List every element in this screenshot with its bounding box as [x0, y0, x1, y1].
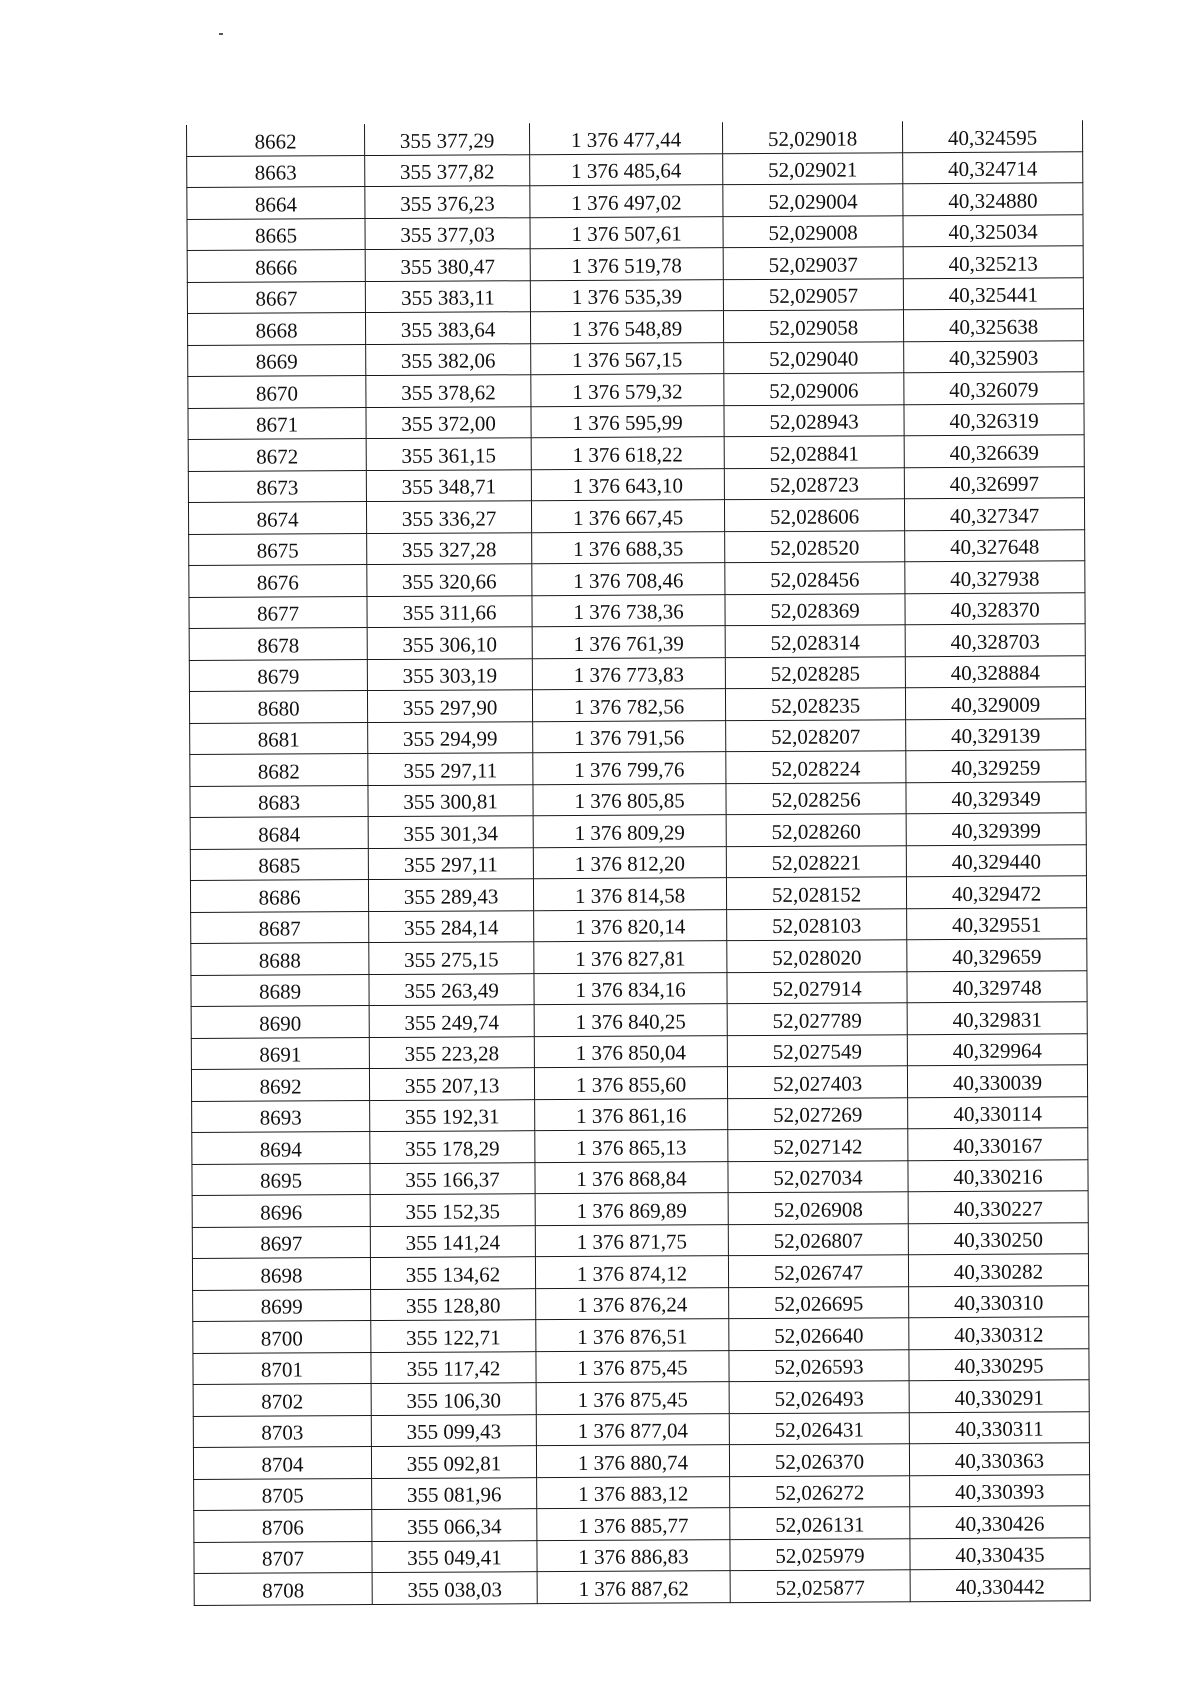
x-coordinate-cell: 355 336,27 [366, 501, 531, 533]
table-row [189, 655, 1085, 691]
longitude-cell: 40,329009 [905, 687, 1085, 719]
table-row [194, 1474, 1090, 1510]
x-coordinate-cell: 355 294,99 [368, 721, 533, 753]
point-number-cell: 8682 [190, 754, 368, 786]
latitude-cell: 52,028221 [726, 845, 906, 877]
table-row [194, 1537, 1090, 1573]
table-row [190, 718, 1086, 754]
y-coordinate-cell: 1 376 667,45 [531, 500, 724, 533]
longitude-cell: 40,325213 [903, 246, 1083, 278]
table-row [191, 939, 1087, 975]
longitude-cell: 40,330393 [910, 1474, 1090, 1506]
table-row [189, 592, 1085, 628]
longitude-cell: 40,330282 [908, 1254, 1088, 1286]
x-coordinate-cell: 355 380,47 [365, 249, 530, 281]
latitude-cell: 52,028256 [726, 782, 906, 814]
latitude-cell: 52,025979 [730, 1538, 910, 1570]
latitude-cell: 52,029021 [723, 152, 903, 184]
longitude-cell: 40,326639 [904, 435, 1084, 467]
y-coordinate-cell: 1 376 874,12 [535, 1256, 728, 1289]
point-number-cell: 8707 [194, 1541, 372, 1573]
table-row [187, 151, 1083, 187]
table-row [187, 246, 1083, 282]
y-coordinate-cell: 1 376 855,60 [534, 1067, 727, 1100]
latitude-cell: 52,028314 [725, 625, 905, 657]
latitude-cell: 52,029040 [724, 341, 904, 373]
point-number-cell: 8667 [187, 281, 365, 313]
longitude-cell: 40,327648 [905, 529, 1085, 561]
point-number-cell: 8687 [191, 911, 369, 943]
y-coordinate-cell: 1 376 876,24 [536, 1287, 729, 1320]
longitude-cell: 40,330167 [908, 1128, 1088, 1160]
longitude-cell: 40,325638 [903, 309, 1083, 341]
latitude-cell: 52,029006 [724, 373, 904, 405]
table-row [191, 1033, 1087, 1069]
table-row [189, 624, 1085, 660]
point-number-cell: 8666 [187, 250, 365, 282]
longitude-cell: 40,330426 [910, 1506, 1090, 1538]
y-coordinate-cell: 1 376 850,04 [534, 1035, 727, 1068]
y-coordinate-cell: 1 376 567,15 [531, 342, 724, 375]
point-number-cell: 8671 [188, 407, 366, 439]
table-row [193, 1285, 1089, 1321]
table-row [192, 1191, 1088, 1227]
latitude-cell: 52,028520 [725, 530, 905, 562]
latitude-cell: 52,029004 [723, 184, 903, 216]
latitude-cell: 52,028369 [725, 593, 905, 625]
y-coordinate-cell: 1 376 507,61 [530, 216, 723, 249]
longitude-cell: 40,329399 [906, 813, 1086, 845]
latitude-cell: 52,026747 [728, 1255, 908, 1287]
y-coordinate-cell: 1 376 799,76 [533, 752, 726, 785]
x-coordinate-cell: 355 166,37 [370, 1162, 535, 1194]
x-coordinate-cell: 355 134,62 [370, 1257, 535, 1289]
longitude-cell: 40,330250 [908, 1222, 1088, 1254]
latitude-cell: 52,026640 [729, 1318, 909, 1350]
latitude-cell: 52,028285 [725, 656, 905, 688]
longitude-cell: 40,325903 [904, 340, 1084, 372]
table-row [188, 435, 1084, 471]
y-coordinate-cell: 1 376 869,89 [535, 1193, 728, 1226]
longitude-cell: 40,328703 [905, 624, 1085, 656]
latitude-cell: 52,028224 [726, 751, 906, 783]
table-row [191, 907, 1087, 943]
latitude-cell: 52,026695 [729, 1286, 909, 1318]
latitude-cell: 52,026493 [729, 1381, 909, 1413]
point-number-cell: 8696 [192, 1195, 370, 1227]
point-number-cell: 8669 [188, 344, 366, 376]
table-row [193, 1317, 1089, 1353]
point-number-cell: 8702 [193, 1384, 371, 1416]
x-coordinate-cell: 355 099,43 [371, 1414, 536, 1446]
x-coordinate-cell: 355 038,03 [372, 1572, 537, 1604]
point-number-cell: 8679 [189, 659, 367, 691]
point-number-cell: 8697 [192, 1226, 370, 1258]
y-coordinate-cell: 1 376 477,44 [529, 122, 722, 154]
point-number-cell: 8688 [191, 943, 369, 975]
x-coordinate-cell: 355 192,31 [370, 1099, 535, 1131]
x-coordinate-cell: 355 152,35 [370, 1194, 535, 1226]
table-row [191, 1002, 1087, 1038]
y-coordinate-cell: 1 376 880,74 [536, 1445, 729, 1478]
latitude-cell: 52,026370 [729, 1444, 909, 1476]
table-row [187, 277, 1083, 313]
table-row [190, 813, 1086, 849]
y-coordinate-cell: 1 376 618,22 [531, 437, 724, 470]
longitude-cell: 40,329472 [906, 876, 1086, 908]
point-number-cell: 8680 [189, 691, 367, 723]
point-number-cell: 8684 [190, 817, 368, 849]
longitude-cell: 40,326997 [904, 466, 1084, 498]
x-coordinate-cell: 355 081,96 [372, 1477, 537, 1509]
x-coordinate-cell: 355 117,42 [371, 1351, 536, 1383]
y-coordinate-cell: 1 376 812,20 [533, 846, 726, 879]
x-coordinate-cell: 355 275,15 [369, 942, 534, 974]
table-row [192, 1159, 1088, 1195]
x-coordinate-cell: 355 178,29 [370, 1131, 535, 1163]
x-coordinate-cell: 355 311,66 [367, 595, 532, 627]
y-coordinate-cell: 1 376 875,45 [536, 1350, 729, 1383]
longitude-cell: 40,326079 [904, 372, 1084, 404]
latitude-cell: 52,027549 [727, 1034, 907, 1066]
point-number-cell: 8693 [192, 1100, 370, 1132]
latitude-cell: 52,025877 [730, 1570, 910, 1602]
point-number-cell: 8685 [190, 848, 368, 880]
point-number-cell: 8662 [187, 124, 365, 156]
latitude-cell: 52,028260 [726, 814, 906, 846]
latitude-cell: 52,028943 [724, 404, 904, 436]
latitude-cell: 52,028723 [724, 467, 904, 499]
point-number-cell: 8678 [189, 628, 367, 660]
table-row [194, 1506, 1090, 1542]
point-number-cell: 8681 [190, 722, 368, 754]
latitude-cell: 52,027789 [727, 1003, 907, 1035]
latitude-cell: 52,027034 [728, 1160, 908, 1192]
x-coordinate-cell: 355 303,19 [367, 658, 532, 690]
point-number-cell: 8670 [188, 376, 366, 408]
table-row [192, 1254, 1088, 1290]
longitude-cell: 40,330312 [909, 1317, 1089, 1349]
point-number-cell: 8694 [192, 1132, 370, 1164]
x-coordinate-cell: 355 223,28 [369, 1036, 534, 1068]
x-coordinate-cell: 355 301,34 [368, 816, 533, 848]
x-coordinate-cell: 355 297,90 [367, 690, 532, 722]
longitude-cell: 40,330216 [908, 1159, 1088, 1191]
longitude-cell: 40,330311 [909, 1411, 1089, 1443]
latitude-cell: 52,029057 [723, 278, 903, 310]
latitude-cell: 52,027269 [728, 1097, 908, 1129]
x-coordinate-cell: 355 383,11 [365, 280, 530, 312]
y-coordinate-cell: 1 376 861,16 [535, 1098, 728, 1131]
x-coordinate-cell: 355 289,43 [368, 879, 533, 911]
x-coordinate-cell: 355 284,14 [369, 910, 534, 942]
point-number-cell: 8699 [193, 1289, 371, 1321]
x-coordinate-cell: 355 263,49 [369, 973, 534, 1005]
y-coordinate-cell: 1 376 809,29 [533, 815, 726, 848]
latitude-cell: 52,026593 [729, 1349, 909, 1381]
point-number-cell: 8698 [192, 1258, 370, 1290]
latitude-cell: 52,029058 [723, 310, 903, 342]
scan-speck [219, 33, 223, 35]
y-coordinate-cell: 1 376 871,75 [535, 1224, 728, 1257]
y-coordinate-cell: 1 376 497,02 [530, 185, 723, 218]
point-number-cell: 8672 [188, 439, 366, 471]
point-number-cell: 8705 [194, 1478, 372, 1510]
longitude-cell: 40,330227 [908, 1191, 1088, 1223]
table-row [190, 781, 1086, 817]
x-coordinate-cell: 355 122,71 [371, 1320, 536, 1352]
x-coordinate-cell: 355 377,29 [364, 123, 529, 155]
point-number-cell: 8683 [190, 785, 368, 817]
table-row [187, 214, 1083, 250]
point-number-cell: 8692 [191, 1069, 369, 1101]
point-number-cell: 8676 [189, 565, 367, 597]
x-coordinate-cell: 355 372,00 [366, 406, 531, 438]
longitude-cell: 40,324595 [902, 120, 1082, 152]
point-number-cell: 8689 [191, 974, 369, 1006]
longitude-cell: 40,325034 [903, 214, 1083, 246]
y-coordinate-cell: 1 376 877,04 [536, 1413, 729, 1446]
point-number-cell: 8686 [190, 880, 368, 912]
point-number-cell: 8708 [194, 1573, 372, 1605]
point-number-cell: 8664 [187, 187, 365, 219]
y-coordinate-cell: 1 376 773,83 [532, 657, 725, 690]
point-number-cell: 8704 [193, 1447, 371, 1479]
y-coordinate-cell: 1 376 883,12 [537, 1476, 730, 1509]
latitude-cell: 52,028235 [725, 688, 905, 720]
table-row [191, 1065, 1087, 1101]
x-coordinate-cell: 355 327,28 [367, 532, 532, 564]
table-row [191, 970, 1087, 1006]
latitude-cell: 52,026272 [730, 1475, 910, 1507]
x-coordinate-cell: 355 348,71 [366, 469, 531, 501]
latitude-cell: 52,026807 [728, 1223, 908, 1255]
longitude-cell: 40,329139 [906, 718, 1086, 750]
y-coordinate-cell: 1 376 886,83 [537, 1539, 730, 1572]
point-number-cell: 8703 [193, 1415, 371, 1447]
latitude-cell: 52,029008 [723, 215, 903, 247]
y-coordinate-cell: 1 376 814,58 [533, 878, 726, 911]
y-coordinate-cell: 1 376 885,77 [537, 1508, 730, 1541]
x-coordinate-cell: 355 376,23 [365, 186, 530, 218]
latitude-cell: 52,027142 [728, 1129, 908, 1161]
longitude-cell: 40,328884 [905, 655, 1085, 687]
y-coordinate-cell: 1 376 876,51 [536, 1319, 729, 1352]
latitude-cell: 52,028456 [725, 562, 905, 594]
point-number-cell: 8690 [191, 1006, 369, 1038]
longitude-cell: 40,324880 [903, 183, 1083, 215]
point-number-cell: 8668 [187, 313, 365, 345]
longitude-cell: 40,329659 [907, 939, 1087, 971]
y-coordinate-cell: 1 376 548,89 [530, 311, 723, 344]
table-row [193, 1443, 1089, 1479]
x-coordinate-cell: 355 297,11 [368, 847, 533, 879]
point-number-cell: 8706 [194, 1510, 372, 1542]
longitude-cell: 40,326319 [904, 403, 1084, 435]
longitude-cell: 40,327938 [905, 561, 1085, 593]
table-row [189, 687, 1085, 723]
y-coordinate-cell: 1 376 887,62 [537, 1571, 730, 1604]
point-number-cell: 8677 [189, 596, 367, 628]
longitude-cell: 40,329748 [907, 970, 1087, 1002]
longitude-cell: 40,324714 [903, 151, 1083, 183]
longitude-cell: 40,329440 [906, 844, 1086, 876]
coordinates-table [186, 120, 1091, 1605]
point-number-cell: 8665 [187, 218, 365, 250]
latitude-cell: 52,029037 [723, 247, 903, 279]
y-coordinate-cell: 1 376 820,14 [534, 909, 727, 942]
y-coordinate-cell: 1 376 761,39 [532, 626, 725, 659]
longitude-cell: 40,330039 [907, 1065, 1087, 1097]
point-number-cell: 8701 [193, 1352, 371, 1384]
x-coordinate-cell: 355 128,80 [371, 1288, 536, 1320]
x-coordinate-cell: 355 106,30 [371, 1383, 536, 1415]
x-coordinate-cell: 355 300,81 [368, 784, 533, 816]
longitude-cell: 40,330442 [910, 1569, 1090, 1601]
table-row [190, 876, 1086, 912]
table-row [190, 750, 1086, 786]
y-coordinate-cell: 1 376 708,46 [532, 563, 725, 596]
latitude-cell: 52,028020 [727, 940, 907, 972]
y-coordinate-cell: 1 376 485,64 [530, 153, 723, 186]
longitude-cell: 40,330295 [909, 1348, 1089, 1380]
x-coordinate-cell: 355 297,11 [368, 753, 533, 785]
table-row [193, 1411, 1089, 1447]
point-number-cell: 8675 [189, 533, 367, 565]
x-coordinate-cell: 355 306,10 [367, 627, 532, 659]
table-row [187, 309, 1083, 345]
table-row [189, 529, 1085, 565]
table-row [192, 1128, 1088, 1164]
x-coordinate-cell: 355 320,66 [367, 564, 532, 596]
longitude-cell: 40,330435 [910, 1537, 1090, 1569]
y-coordinate-cell: 1 376 782,56 [532, 689, 725, 722]
y-coordinate-cell: 1 376 738,36 [532, 594, 725, 627]
point-number-cell: 8700 [193, 1321, 371, 1353]
point-number-cell: 8663 [187, 155, 365, 187]
latitude-cell: 52,026908 [728, 1192, 908, 1224]
latitude-cell: 52,026131 [730, 1507, 910, 1539]
x-coordinate-cell: 355 383,64 [365, 312, 530, 344]
latitude-cell: 52,029018 [722, 121, 902, 153]
y-coordinate-cell: 1 376 519,78 [530, 248, 723, 281]
latitude-cell: 52,028606 [724, 499, 904, 531]
point-number-cell: 8673 [188, 470, 366, 502]
longitude-cell: 40,327347 [904, 498, 1084, 530]
table-row [189, 561, 1085, 597]
y-coordinate-cell: 1 376 805,85 [533, 783, 726, 816]
y-coordinate-cell: 1 376 643,10 [531, 468, 724, 501]
point-number-cell: 8691 [191, 1037, 369, 1069]
y-coordinate-cell: 1 376 875,45 [536, 1382, 729, 1415]
longitude-cell: 40,329964 [907, 1033, 1087, 1065]
table-row [193, 1348, 1089, 1384]
y-coordinate-cell: 1 376 579,32 [531, 374, 724, 407]
x-coordinate-cell: 355 066,34 [372, 1509, 537, 1541]
longitude-cell: 40,330114 [908, 1096, 1088, 1128]
table-row [188, 403, 1084, 439]
table-row [190, 844, 1086, 880]
longitude-cell: 40,330363 [909, 1443, 1089, 1475]
longitude-cell: 40,329831 [907, 1002, 1087, 1034]
longitude-cell: 40,325441 [903, 277, 1083, 309]
longitude-cell: 40,329259 [906, 750, 1086, 782]
x-coordinate-cell: 355 141,24 [370, 1225, 535, 1257]
point-number-cell: 8674 [188, 502, 366, 534]
y-coordinate-cell: 1 376 595,99 [531, 405, 724, 438]
table-row [194, 1569, 1090, 1605]
latitude-cell: 52,026431 [729, 1412, 909, 1444]
x-coordinate-cell: 355 378,62 [366, 375, 531, 407]
y-coordinate-cell: 1 376 791,56 [533, 720, 726, 753]
x-coordinate-cell: 355 361,15 [366, 438, 531, 470]
y-coordinate-cell: 1 376 834,16 [534, 972, 727, 1005]
table-row [188, 372, 1084, 408]
point-number-cell: 8695 [192, 1163, 370, 1195]
x-coordinate-cell: 355 249,74 [369, 1005, 534, 1037]
table-row [192, 1222, 1088, 1258]
table-row [192, 1096, 1088, 1132]
y-coordinate-cell: 1 376 688,35 [532, 531, 725, 564]
table-row [187, 183, 1083, 219]
latitude-cell: 52,028207 [726, 719, 906, 751]
x-coordinate-cell: 355 377,82 [365, 154, 530, 186]
y-coordinate-cell: 1 376 535,39 [530, 279, 723, 312]
x-coordinate-cell: 355 092,81 [371, 1446, 536, 1478]
table-row [188, 466, 1084, 502]
latitude-cell: 52,028103 [727, 908, 907, 940]
x-coordinate-cell: 355 207,13 [369, 1068, 534, 1100]
latitude-cell: 52,028152 [726, 877, 906, 909]
table-row [187, 120, 1083, 156]
y-coordinate-cell: 1 376 865,13 [535, 1130, 728, 1163]
longitude-cell: 40,330291 [909, 1380, 1089, 1412]
x-coordinate-cell: 355 377,03 [365, 217, 530, 249]
latitude-cell: 52,027403 [727, 1066, 907, 1098]
coordinates-table-body [187, 120, 1091, 1605]
x-coordinate-cell: 355 382,06 [366, 343, 531, 375]
table-row [188, 340, 1084, 376]
longitude-cell: 40,329349 [906, 781, 1086, 813]
y-coordinate-cell: 1 376 827,81 [534, 941, 727, 974]
latitude-cell: 52,028841 [724, 436, 904, 468]
longitude-cell: 40,328370 [905, 592, 1085, 624]
table-row [193, 1380, 1089, 1416]
x-coordinate-cell: 355 049,41 [372, 1540, 537, 1572]
table-row [188, 498, 1084, 534]
longitude-cell: 40,329551 [907, 907, 1087, 939]
latitude-cell: 52,027914 [727, 971, 907, 1003]
longitude-cell: 40,330310 [909, 1285, 1089, 1317]
y-coordinate-cell: 1 376 840,25 [534, 1004, 727, 1037]
y-coordinate-cell: 1 376 868,84 [535, 1161, 728, 1194]
